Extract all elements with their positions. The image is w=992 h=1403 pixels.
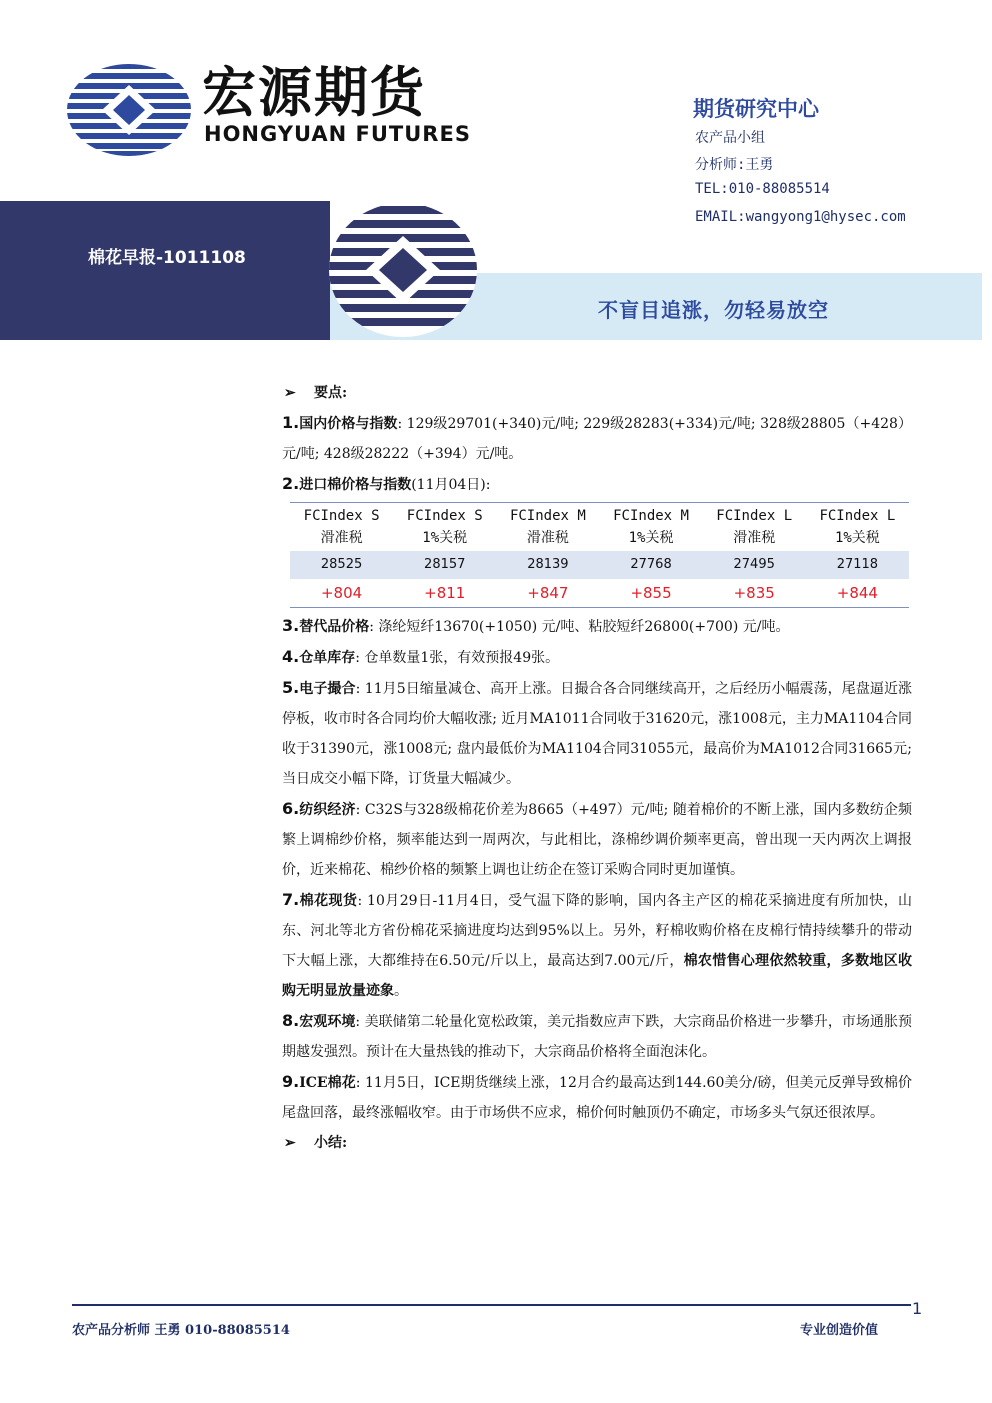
table-cell: +835 [703,579,806,608]
table-header-row [290,503,909,552]
table-header-cell: FCIndex M 1%关税 [599,503,702,552]
table-header-cell: FCIndex L 滑准税 [703,503,806,552]
analyst-name: 分析师:王勇 [695,157,774,173]
table-cell: 28525 [290,551,393,579]
band-logo-icon [328,202,478,338]
group-name: 农产品小组 [695,130,765,146]
section-6: 6.纺织经济: C32S与328级棉花价差为8665（+497）元/吨; 随着棉价的不断上涨，国内多数纺企频繁上调棉纱价格，频率能达到一周两次，与此相比，涤棉纱调价频率更高，曾出现一天内两次上调报价，近来棉花、棉纱价格的频繁上调也让纺企在签订采购合同时更加谨慎。 [282,799,912,878]
table-cell: +811 [393,579,496,608]
table-cell: +804 [290,579,393,608]
table-header-cell: FCIndex L 1%关税 [806,503,909,552]
page-number: 1 [912,1299,923,1318]
report-name: 棉花早报-1011108 [88,248,246,268]
key-points-heading: ➢ 要点: [282,378,912,408]
table-row-values [290,551,909,579]
telephone: TEL:010-88085514 [695,181,830,197]
report-body [282,378,912,1158]
table-header-cell: FCIndex M 滑准税 [496,503,599,552]
section-9: 9.ICE棉花: 11月5日，ICE期货继续上涨，12月合约最高达到144.60美分/磅，但美元反弹导致棉价尾盘回落，最终涨幅收窄。由于市场供不应求，棉价何时触顶仍不确定，市场多头气氛还很浓厚。 [282,1072,912,1121]
logo-chinese: 宏源期货 [202,61,426,124]
table-row-changes [290,579,909,608]
section-5: 5.电子撮合: 11月5日缩量减仓、高开上涨。日撮合各合同继续高开，之后经历小幅震荡，尾盘逼近涨停板，收市时各合同均价大幅收涨; 近月MA1011合同收于31620元，涨1008元，主力MA1104合同收于31390元，涨1008元; 盘内最低价为MA1104合同31055元，最高价为MA1012合同31665元; 当日成交小幅下降，订货量大幅减少。 [282,678,913,787]
hongyuan-logo-icon [66,63,192,157]
section-8: 8.宏观环境: 美联储第二轮量化宽松政策，美元指数应声下跌，大宗商品价格进一步攀升，市场通胀预期越发强烈。预计在大量热钱的推动下，大宗商品价格将全面泡沫化。 [282,1011,912,1060]
table-cell: 27768 [599,551,702,579]
section-3: 3.替代品价格: 涤纶短纤13670(+1050) 元/吨、粘胶短纤26800(+700) 元/吨。 [282,616,790,635]
table-cell: +847 [496,579,599,608]
table-header-cell: FCIndex S 滑准税 [290,503,393,552]
logo-english: HONGYUAN FUTURES [204,122,471,146]
header-band-dark [0,201,330,340]
table-header-cell: FCIndex S 1%关税 [393,503,496,552]
section-1: 1.国内价格与指数: 129级29701(+340)元/吨; 229级28283(+334)元/吨; 328级28805（+428）元/吨; 428级28222（+394）元/吨。 [282,413,912,462]
summary-heading: ➢ 小结: [282,1128,912,1158]
section-4: 4.仓单库存: 仓单数量1张，有效预报49张。 [282,647,560,666]
footer-slogan: 专业创造价值 [800,1323,879,1338]
table-cell: 27495 [703,551,806,579]
email[interactable]: EMAIL:wangyong1@hysec.com [695,209,906,225]
arrow-bullet-icon: ➢ [284,385,296,401]
table-cell: 27118 [806,551,909,579]
table-cell: 28157 [393,551,496,579]
research-center-title: 期货研究中心 [693,97,819,121]
headline: 不盲目追涨，勿轻易放空 [598,298,829,322]
section-7: 7.棉花现货: 10月29日-11月4日，受气温下降的影响，国内各主产区的棉花采摘进度有所加快，山东、河北等北方省份棉花采摘进度均达到95%以上。另外，籽棉收购价格在皮棉行情持续攀升的带动下大幅上涨，大都维持在6.50元/斤以上，最高达到7.00元/斤，棉农惜售心理依然较重，多数地区收购无明显放量迹象。 [282,890,913,999]
import-cotton-index-table [290,502,909,608]
table-cell: 28139 [496,551,599,579]
table-cell: +855 [599,579,702,608]
section-2: 2.进口棉价格与指数(11月04日): [282,474,491,493]
table-cell: +844 [806,579,909,608]
footer-analyst: 农产品分析师 王勇 010-88085514 [72,1323,290,1338]
arrow-bullet-icon: ➢ [284,1135,296,1151]
footer-divider [72,1304,911,1306]
